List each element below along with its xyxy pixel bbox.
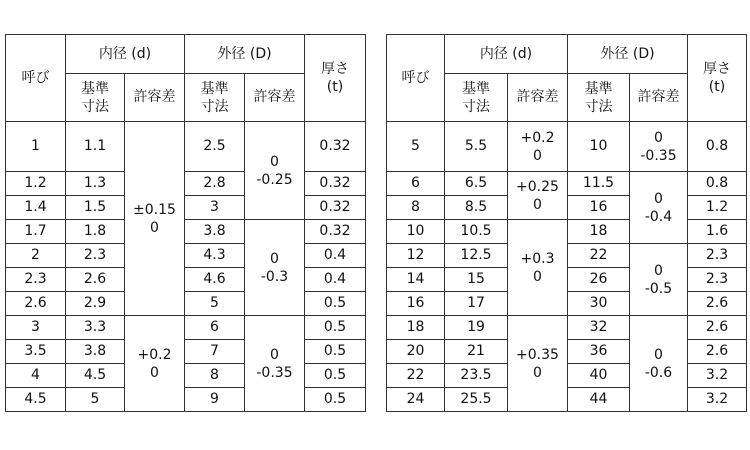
thickness-cell: 0.8 xyxy=(688,172,747,196)
thickness-cell: 1.6 xyxy=(688,220,747,244)
inner-diameter-cell: 17 xyxy=(445,292,508,316)
nominal-cell: 2.3 xyxy=(6,268,66,292)
table-row xyxy=(387,220,747,244)
table-row xyxy=(387,316,747,340)
table-row xyxy=(6,172,366,196)
nominal-cell: 4.5 xyxy=(6,388,66,412)
header-inner-base-size: 基準 寸法 xyxy=(66,74,125,122)
header-inner-tolerance: 許容差 xyxy=(125,74,185,122)
nominal-cell: 1 xyxy=(6,122,66,172)
thickness-cell: 0.5 xyxy=(305,388,366,412)
thickness-cell: 2.6 xyxy=(688,340,747,364)
table-row xyxy=(387,122,747,172)
inner-diameter-cell: 5 xyxy=(66,388,125,412)
outer-diameter-cell: 7 xyxy=(185,340,245,364)
outer-diameter-cell: 44 xyxy=(568,388,630,412)
nominal-cell: 10 xyxy=(387,220,445,244)
inner-diameter-cell: 10.5 xyxy=(445,220,508,244)
inner-diameter-cell: 4.5 xyxy=(66,364,125,388)
inner-diameter-cell: 1.8 xyxy=(66,220,125,244)
thickness-cell: 3.2 xyxy=(688,364,747,388)
outer-diameter-cell: 5 xyxy=(185,292,245,316)
inner-tolerance-cell: +0.35 0 xyxy=(508,316,568,412)
nominal-cell: 20 xyxy=(387,340,445,364)
thickness-cell: 0.5 xyxy=(305,292,366,316)
outer-diameter-cell: 3 xyxy=(185,196,245,220)
table-row xyxy=(6,220,366,244)
outer-tolerance-cell: 0 -0.3 xyxy=(245,220,305,316)
inner-tolerance-cell: +0.3 0 xyxy=(508,220,568,316)
outer-diameter-cell: 40 xyxy=(568,364,630,388)
outer-diameter-cell: 26 xyxy=(568,268,630,292)
outer-diameter-cell: 11.5 xyxy=(568,172,630,196)
nominal-cell: 2 xyxy=(6,244,66,268)
header-inner-diameter: 内径 (d) xyxy=(445,35,568,74)
thickness-cell: 0.32 xyxy=(305,220,366,244)
outer-tolerance-cell: 0 -0.35 xyxy=(245,316,305,412)
outer-diameter-cell: 10 xyxy=(568,122,630,172)
outer-diameter-cell: 4.6 xyxy=(185,268,245,292)
outer-diameter-cell: 3.8 xyxy=(185,220,245,244)
outer-tolerance-cell: 0 -0.35 xyxy=(630,122,688,172)
header-outer-base-size: 基準 寸法 xyxy=(568,74,630,122)
nominal-cell: 6 xyxy=(387,172,445,196)
nominal-cell: 5 xyxy=(387,122,445,172)
outer-diameter-cell: 36 xyxy=(568,340,630,364)
outer-diameter-cell: 16 xyxy=(568,196,630,220)
nominal-cell: 3.5 xyxy=(6,340,66,364)
washer-dimension-table-right xyxy=(386,34,747,412)
outer-diameter-cell: 2.8 xyxy=(185,172,245,196)
header-inner-diameter: 内径 (d) xyxy=(66,35,185,74)
inner-diameter-cell: 19 xyxy=(445,316,508,340)
table-row xyxy=(6,340,366,364)
nominal-cell: 8 xyxy=(387,196,445,220)
inner-diameter-cell: 8.5 xyxy=(445,196,508,220)
table-row xyxy=(6,388,366,412)
nominal-cell: 3 xyxy=(6,316,66,340)
header-outer-tolerance: 許容差 xyxy=(630,74,688,122)
header-inner-base-size: 基準 寸法 xyxy=(445,74,508,122)
nominal-cell: 18 xyxy=(387,316,445,340)
nominal-cell: 2.6 xyxy=(6,292,66,316)
header-thickness: 厚さ (t) xyxy=(305,35,366,122)
thickness-cell: 2.6 xyxy=(688,316,747,340)
header-outer-diameter: 外径 (D) xyxy=(568,35,688,74)
header-nominal: 呼び xyxy=(387,35,445,122)
inner-diameter-cell: 1.5 xyxy=(66,196,125,220)
nominal-cell: 22 xyxy=(387,364,445,388)
inner-diameter-cell: 1.1 xyxy=(66,122,125,172)
nominal-cell: 1.7 xyxy=(6,220,66,244)
table-row xyxy=(6,196,366,220)
outer-diameter-cell: 32 xyxy=(568,316,630,340)
table-row xyxy=(6,292,366,316)
nominal-cell: 4 xyxy=(6,364,66,388)
outer-diameter-cell: 8 xyxy=(185,364,245,388)
nominal-cell: 12 xyxy=(387,244,445,268)
inner-tolerance-cell: +0.25 0 xyxy=(508,172,568,220)
inner-diameter-cell: 5.5 xyxy=(445,122,508,172)
thickness-cell: 1.2 xyxy=(688,196,747,220)
inner-diameter-cell: 2.3 xyxy=(66,244,125,268)
outer-diameter-cell: 4.3 xyxy=(185,244,245,268)
header-outer-diameter: 外径 (D) xyxy=(185,35,305,74)
inner-diameter-cell: 25.5 xyxy=(445,388,508,412)
outer-diameter-cell: 30 xyxy=(568,292,630,316)
header-inner-tolerance: 許容差 xyxy=(508,74,568,122)
thickness-cell: 2.3 xyxy=(688,268,747,292)
outer-tolerance-cell: 0 -0.25 xyxy=(245,122,305,220)
thickness-cell: 0.5 xyxy=(305,340,366,364)
nominal-cell: 24 xyxy=(387,388,445,412)
header-outer-base-size: 基準 寸法 xyxy=(185,74,245,122)
inner-diameter-cell: 21 xyxy=(445,340,508,364)
thickness-cell: 0.5 xyxy=(305,316,366,340)
inner-diameter-cell: 3.3 xyxy=(66,316,125,340)
inner-diameter-cell: 15 xyxy=(445,268,508,292)
nominal-cell: 1.4 xyxy=(6,196,66,220)
inner-diameter-cell: 2.6 xyxy=(66,268,125,292)
nominal-cell: 1.2 xyxy=(6,172,66,196)
inner-diameter-cell: 1.3 xyxy=(66,172,125,196)
inner-tolerance-cell: ±0.15 0 xyxy=(125,122,185,316)
table-row xyxy=(6,122,366,172)
table-row xyxy=(387,172,747,196)
outer-tolerance-cell: 0 -0.5 xyxy=(630,244,688,316)
thickness-cell: 2.3 xyxy=(688,244,747,268)
inner-diameter-cell: 23.5 xyxy=(445,364,508,388)
header-thickness: 厚さ (t) xyxy=(688,35,747,122)
thickness-cell: 0.32 xyxy=(305,196,366,220)
outer-diameter-cell: 2.5 xyxy=(185,122,245,172)
thickness-cell: 0.8 xyxy=(688,122,747,172)
thickness-cell: 0.32 xyxy=(305,172,366,196)
inner-tolerance-cell: +0.2 0 xyxy=(508,122,568,172)
inner-diameter-cell: 6.5 xyxy=(445,172,508,196)
inner-diameter-cell: 3.8 xyxy=(66,340,125,364)
washer-dimension-table-left xyxy=(5,34,366,412)
thickness-cell: 0.32 xyxy=(305,122,366,172)
outer-tolerance-cell: 0 -0.6 xyxy=(630,316,688,412)
thickness-cell: 0.5 xyxy=(305,364,366,388)
outer-diameter-cell: 9 xyxy=(185,388,245,412)
inner-diameter-cell: 2.9 xyxy=(66,292,125,316)
inner-diameter-cell: 12.5 xyxy=(445,244,508,268)
outer-tolerance-cell: 0 -0.4 xyxy=(630,172,688,244)
thickness-cell: 2.6 xyxy=(688,292,747,316)
table-row xyxy=(6,364,366,388)
outer-diameter-cell: 6 xyxy=(185,316,245,340)
header-nominal: 呼び xyxy=(6,35,66,122)
thickness-cell: 3.2 xyxy=(688,388,747,412)
nominal-cell: 16 xyxy=(387,292,445,316)
outer-diameter-cell: 18 xyxy=(568,220,630,244)
table-row xyxy=(6,316,366,340)
nominal-cell: 14 xyxy=(387,268,445,292)
thickness-cell: 0.4 xyxy=(305,244,366,268)
table-row xyxy=(6,244,366,268)
outer-diameter-cell: 22 xyxy=(568,244,630,268)
thickness-cell: 0.4 xyxy=(305,268,366,292)
header-outer-tolerance: 許容差 xyxy=(245,74,305,122)
table-row xyxy=(6,268,366,292)
inner-tolerance-cell: +0.2 0 xyxy=(125,316,185,412)
